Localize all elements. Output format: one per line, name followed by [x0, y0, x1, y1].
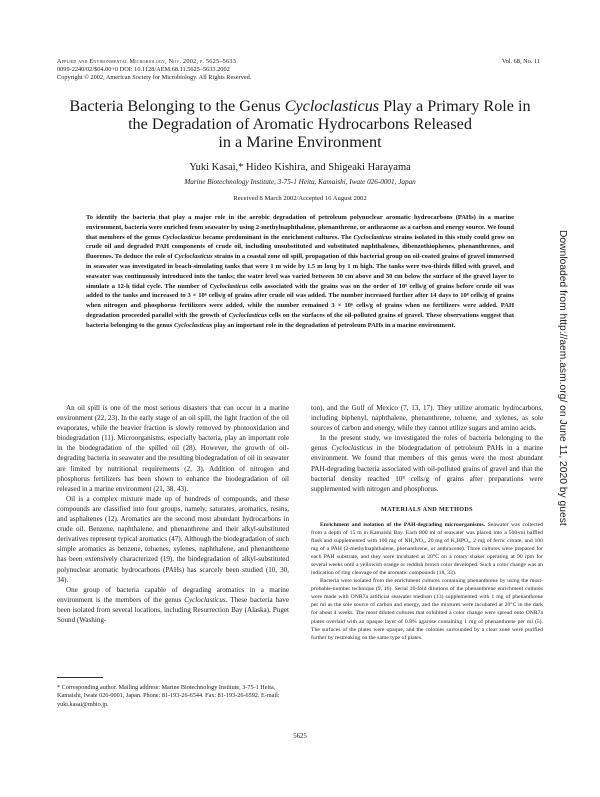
abstract: To identify the bacteria that play a major role in the aerobic degradation of petroleum polynuclear aromatic hydrocarbons (PAHs) in a marine environment, bacteria were enriched from seawater by using 2-methylnaphthalene, phenanthrene, or anthracene as a carbon and energy source. We found that members of the genus Cycloclasticus became predominant in the enrichment cultures. The Cycloclasticus strains isolated in this study could grow on crude oil and degraded PAH components of crude oil, including unsubstituted and substituted naphthalenes, dibenzothiophenes, phenanthrenes, and fluorenes. To deduce the role of Cycloclasticus strains in a coastal zone oil spill, propagation of this bacterial group on oil-coated grains of gravel immersed in seawater was investigated in beach-simulating tanks that were 1 m wide by 1.5 m long by 1 m high. The tanks were two-thirds filled with gravel, and seawater was continuously introduced into the tanks; the water level was varied between 30 cm above and 30 cm below the surface of the gravel layer to simulate a 12-h tidal cycle. The number of Cycloclasticus cells associated with the grains was on the order of 10⁵ cells/g of grains before crude oil was added to the tanks and increased to 3 × 10⁶ cells/g of grains after crude oil was added. The number increased further after 14 days to 10⁸ cells/g of grains when nitrogen and phosphorus fertilizers were added, while the number remained 3 × 10⁶ cells/g of grains when no fertilizers were added. PAH degradation proceeded parallel with the growth of Cycloclasticus cells on the surfaces of the oil-polluted grains of gravel. These observations suggest that bacteria belonging to the genus Cycloclasticus play an important role in the degradation of petroleum PAHs in a marine environment. — [86, 214, 515, 329]
page-number: 5625 — [293, 733, 307, 740]
volume-issue: Vol. 68, No. 11 — [501, 58, 540, 65]
section-heading: MATERIALS AND METHODS — [381, 506, 473, 513]
received-dates: Received 8 March 2002/Accepted 16 August 2002 — [233, 195, 367, 202]
body-right-column — [311, 403, 543, 642]
authors: Yuki Kasai,* Hideo Kishira, and Shigeaki Harayama — [189, 162, 411, 173]
intro-paragraph-2: Oil is a complex mixture made up of hundreds of compounds, and these compounds are classified into four groups, namely, saturates, aromatics, resins, and asphaltenes (12). Aromatics are the second most abundant hydrocarbons in crude oil. Benzene, naphthalene, and phenanthrene and their alkyl-substituted derivatives represent typical aromatics (47). Although the biodegradation of such simple aromatics as benzene, toluenes, xylenes, naphthalene, and phenanthrene has been extensively characterized (19), the biodegradation of alkyl-substituted polynuclear aromatic hydrocarbons (PAHs) has scarcely been studied (10, 30, 34). — [57, 494, 289, 584]
body-left-column — [57, 403, 289, 625]
intro-paragraph-1: An oil spill is one of the most serious disasters that can occur in a marine environment (22, 23). In the early stage of an oil spill, the light fraction of the oil evaporates, while the heavier fraction is slowly removed by photooxidation and biodegradation (11). Microorganisms, especially bacteria, play an important role in the biodegradation of the spilled oil (28). However, the growth of oil-degrading bacteria in seawater and the resulting biodegradation of oil in seawater are limited by nutritional requirements (2, 3). Addition of nitrogen and phosphorus fertilizers has been shown to enhance the biodegradation of oil released in a marine environment (21, 38, 43). — [57, 404, 289, 493]
download-watermark: Downloaded from http://aem.asm.org/ on June 11, 2020 by guest — [557, 230, 568, 526]
intro-paragraph-4: ton), and the Gulf of Mexico (7, 13, 17). They utilize aromatic hydrocarbons, including biphenyl, naphthalene, phenanthrene, toluene, and xylenes, as sole sources of carbon and energy, while they cannot utilize sugars and amino acids. — [311, 404, 543, 433]
copyright-line: Copyright © 2002, American Society for Microbiology. All Rights Reserved. — [57, 74, 252, 81]
methods-text — [311, 521, 543, 642]
affiliation: Marine Biotechnology Institute, 3-75-1 Heita, Kamaishi, Iwate 026-0001, Japan — [184, 178, 416, 186]
methods-paragraph-1: Enrichment and isolation of the PAH-degrading microorganisms. Seawater was collected from a depth of 15 m in Kamaishi Bay. Each 800 ml of seawater was placed into a 500-ml baffled flask and supplemented with 100 mg of NH₄NO₃, 20 mg of K₂HPO₄, 2 mg of ferric citrate, and 100 mg of a PAH (2-methylnaphthalene, phenanthrene, or anthracene). Three cultures were prepared for each PAH substrate, and they were incubated at 20°C on a rotary shaker operating at 90 rpm for several weeks until a yellowish orange or reddish brown color developed. Such a color change was an indication of ring cleavage of the aromatic compounds (18, 33). — [311, 521, 544, 577]
intro-paragraph-3: One group of bacteria capable of degrading aromatics in a marine environment is the members of the genus Cycloclasticus. These bacteria have been isolated from several locations, including Resurrection Bay (Alaska), Puget Sound (Washing- — [57, 585, 289, 624]
methods-paragraph-2: Bacteria were isolated from the enrichment cultures containing phenanthrene by using the most-probable-number technique (9, 16). Serial 10-fold dilutions of the phenanthrene enrichment cultures were made with ONR7a artificial seawater medium (13) supplemented with 1 mg of phenanthrene per ml as the sole source of carbon and energy, and the mixtures were incubated at 20°C in the dark for about 4 weeks. The most diluted cultures that exhibited a color change were spread onto ONR7a plates overlaid with an opaque layer of 0.8% agarose containing 1 mg of phenanthrene per ml (5). The surfaces of the plates were opaque, and the colonies surrounded by a clear zone were purified further by restreaking on the same type of plates. — [311, 578, 543, 641]
intro-paragraph-5: In the present study, we investigated the roles of bacteria belonging to the genus Cycloclasticus in the biodegradation of petroleum PAHs in a marine environment. We found that members of this genus were the most abundant PAH-degrading bacteria associated with oil-polluted grains of gravel and that the bacterial density reached 10⁸ cells/g of grains after preparations were supplemented with nitrogen and phosphorus. — [311, 434, 543, 493]
article-title: Bacteria Belonging to the Genus Cycloclasticus Play a Primary Role in the Degradation of Aromatic Hydrocarbons Released in a Marine Environment — [69, 97, 531, 151]
corresponding-author-footnote: * Corresponding author. Mailing address: Marine Biotechnology Institute, 3-75-1 Heita, Kamaishi, Iwate 026-0001, Japan. Phone: 81-193-26-6544. Fax: 81-193-26-6592. E-mail: yuki.kasai@mbio.jp. — [57, 684, 280, 708]
footnote-rule — [57, 677, 103, 678]
journal-citation: Applied and Environmental Microbiology, Nov. 2002, p. 5625–5633 — [57, 58, 237, 65]
doi-line: 0099-2240/02/$04.00+0 DOI: 10.1128/AEM.68.11.5625–5633.2002 — [57, 66, 230, 73]
